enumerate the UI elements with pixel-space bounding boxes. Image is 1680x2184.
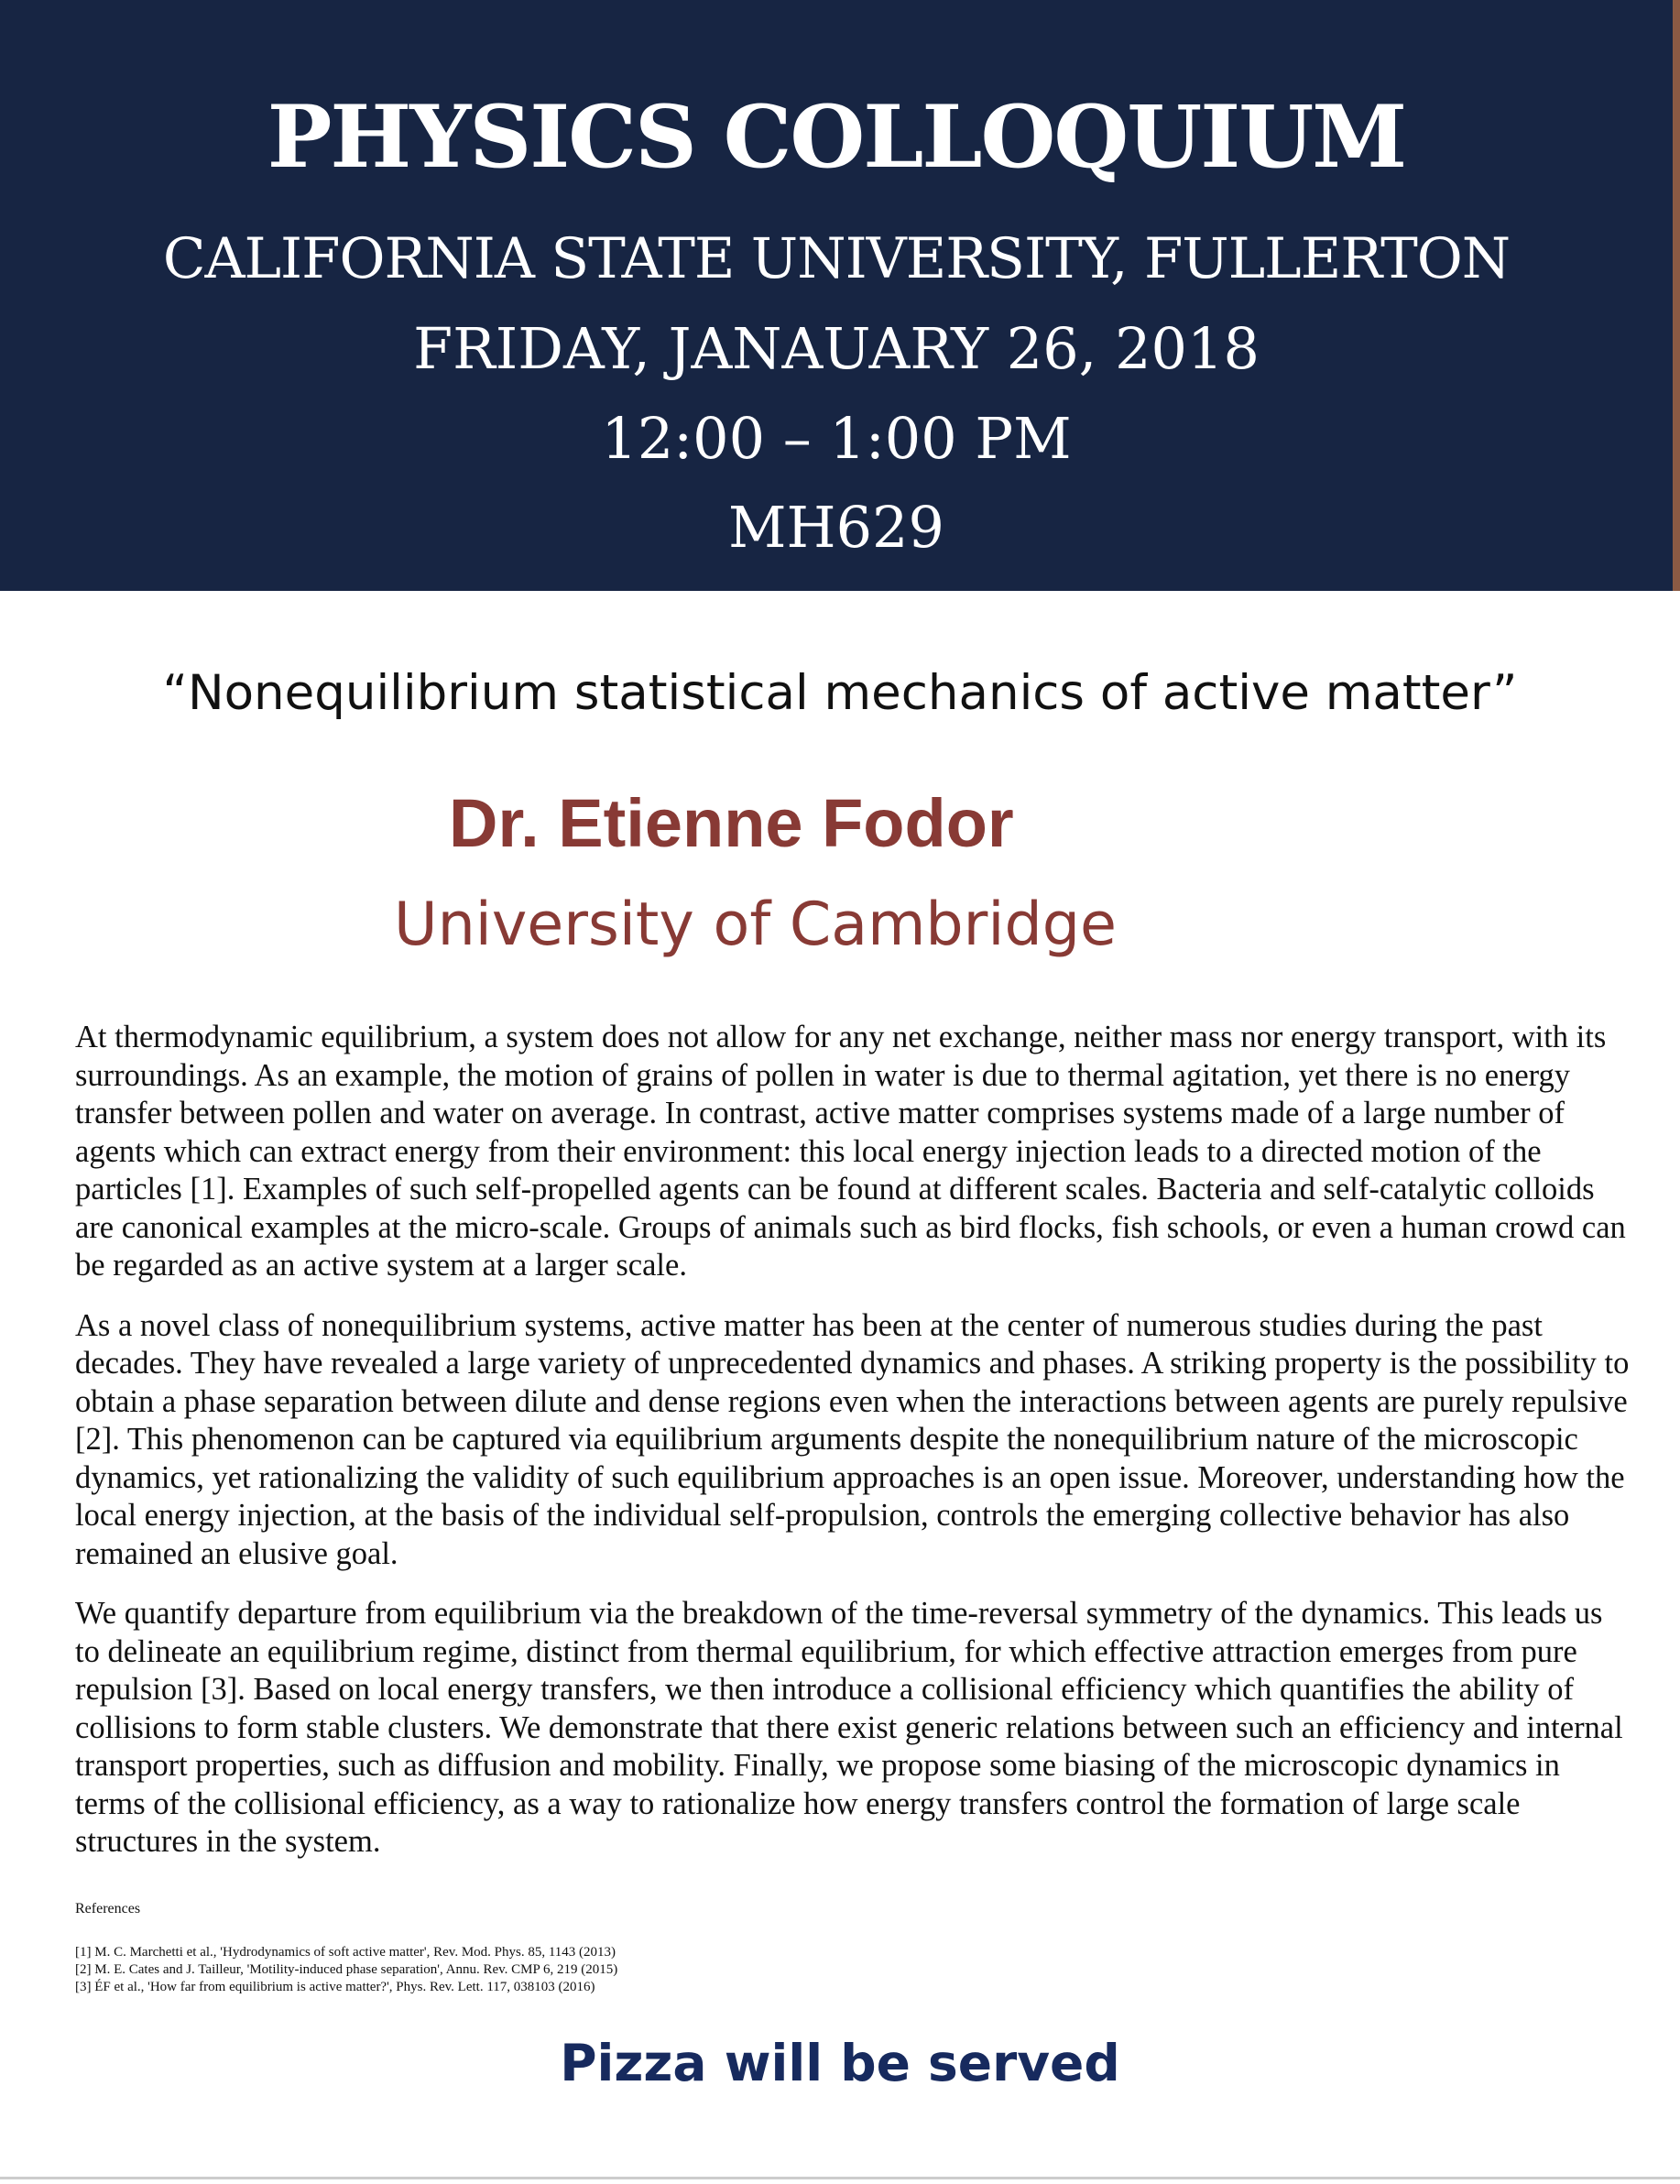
university-name: CALIFORNIA STATE UNIVERSITY, FULLERTON	[162, 226, 1511, 291]
event-date: FRIDAY, JANAUARY 26, 2018	[413, 315, 1260, 382]
references	[75, 1900, 1358, 1996]
abstract	[75, 1019, 1632, 1884]
header-banner	[0, 0, 1680, 591]
reference-item: [3] ÉF et al., 'How far from equilibrium is active matter?', Phys. Rev. Lett. 117, 038103 (2016)	[75, 1980, 595, 1994]
reference-item: [2] M. E. Cates and J. Tailleur, 'Motility-induced phase separation', Annu. Rev. CMP 6, 219 (2015)	[75, 1962, 618, 1977]
speaker-name: Dr. Etienne Fodor	[449, 785, 1014, 861]
colloquium-title: PHYSICS COLLOQUIUM	[267, 87, 1406, 188]
pizza-note: Pizza will be served	[560, 2034, 1120, 2092]
bottom-divider	[0, 2177, 1680, 2179]
event-time: 12:00 – 1:00 PM	[601, 405, 1072, 472]
abstract-paragraph: At thermodynamic equilibrium, a system does not allow for any net exchange, neither mass nor energy transport, with its surroundings. As an example, the motion of grains of pollen in water is due to thermal agitation, yet there is no energy transfer between pollen and water on average. In contrast, active matter comprises systems made of a large number of agents which can extract energy from their environment: this local energy injection leads to a directed motion of the particles [1]. Examples of such self-propelled agents can be found at different scales. Bacteria and self-catalytic colloids are canonical examples at the micro-scale. Groups of animals such as bird flocks, fish schools, or even a human crowd can be regarded as an active system at a larger scale.	[75, 1020, 1626, 1283]
abstract-paragraph: As a novel class of nonequilibrium systems, active matter has been at the center of numerous studies during the past decades. They have revealed a large variety of unprecedented dynamics and phases. A striking property is the possibility to obtain a phase separation between dilute and dense regions even when the interactions between agents are purely repulsive [2]. This phenomenon can be captured via equilibrium arguments despite the nonequilibrium nature of the microscopic dynamics, yet rationalizing the validity of such equilibrium approaches is an open issue. Moreover, understanding how the local energy injection, at the basis of the individual self-propulsion, controls the emerging collective behavior has also remained an elusive goal.	[75, 1307, 1630, 1571]
references-heading: References	[75, 1901, 141, 1916]
reference-item: [1] M. C. Marchetti et al., 'Hydrodynamics of soft active matter', Rev. Mod. Phys. 85, 1143 (2013)	[75, 1945, 616, 1960]
abstract-paragraph: We quantify departure from equilibrium via the breakdown of the time-reversal symmetry of the dynamics. This leads us to delineate an equilibrium regime, distinct from thermal equilibrium, for which effective attraction emerges from pure repulsion [3]. Based on local energy transfers, we then introduce a collisional efficiency which quantifies the ability of collisions to form stable clusters. We demonstrate that there exist generic relations between such an efficiency and internal transport properties, such as diffusion and mobility. Finally, we propose some biasing of the microscopic dynamics in terms of the collisional efficiency, as a way to rationalize how energy transfers control the formation of large scale structures in the system.	[75, 1596, 1623, 1859]
talk-title: “Nonequilibrium statistical mechanics of active matter”	[162, 665, 1518, 721]
speaker-affiliation: University of Cambridge	[394, 890, 1117, 959]
event-room: MH629	[728, 494, 944, 561]
